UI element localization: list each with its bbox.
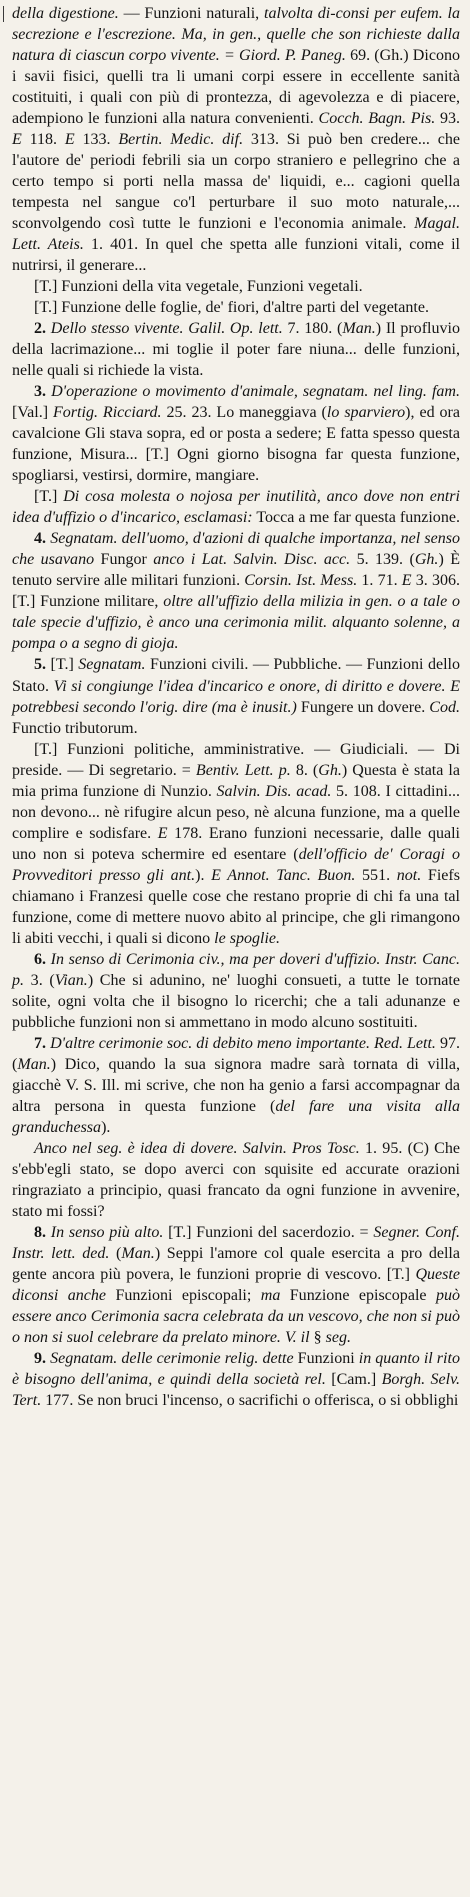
text-run: 93. <box>435 110 461 128</box>
entry-paragraph <box>12 654 460 738</box>
italic-text: può essere anco Cerimonia sacra celebrata da un vescovo, che non si può o non si suol celebrare da prelato minore. V. il <box>12 1286 460 1346</box>
italic-text: del fare una visita alla granduchessa <box>12 1097 460 1136</box>
sense-number: 7. <box>34 1034 51 1052</box>
text-run: Funzioni civili. — Pubbliche. — Funzioni dello Stato. <box>12 656 460 695</box>
italic-text: Borgh. Selv. Tert. <box>12 1371 460 1410</box>
text-run: [T.] Funzione delle foglie, de' fiori, d'altre parti del vegetante. <box>34 299 429 317</box>
italic-text: Cocch. Bagn. Pis. <box>318 110 436 128</box>
text-run: 69. (Gh.) Dicono i savii fisici, quelli tra li umani corpi essere in eccellente sanità costituiti, i quali con più di prontezza, di agevolezza e di piacere, adempiono le funzioni alla natura convenienti. <box>12 47 460 128</box>
text-run: Funzione episcopale <box>280 1286 436 1304</box>
entry-paragraph <box>12 276 460 297</box>
entry-paragraph <box>12 1348 460 1411</box>
text-run: 133. <box>74 131 119 149</box>
text-run: Functio tributorum. <box>12 719 138 737</box>
italic-text: D'operazione o movimento d'animale, segnatam. nel ling. fam. <box>51 383 460 401</box>
text-run: 3. ( <box>24 971 55 989</box>
italic-text: Segnatam. delle cerimonie relig. dette <box>50 1350 294 1367</box>
text-run: ), ed ora cavalcione Gli stava sopra, ed or posta a sedere; E fatta spesso questa funzione, Misura... [T.] Ogni giorno bisogna far questa funzione, spogliarsi, vestirsi, dormire, mangiare. <box>12 404 460 485</box>
italic-text: Di cosa molesta o nojosa per inutilità, anco dove non entri idea d'uffizio o d'incarico, esclamasi: <box>12 488 460 527</box>
entry-paragraph <box>12 949 460 1033</box>
text-run: § <box>309 1328 326 1346</box>
entry-paragraph <box>12 3 460 276</box>
sense-number: 3. <box>34 383 52 401</box>
text-run: 1. 401. In quel che spetta alle funzioni vitali, come il nutrirsi, il generare... <box>12 236 460 275</box>
text-run: ) È tenuto servire alle militari funzioni. <box>12 551 460 590</box>
text-run: [T.] Funzioni politiche, amministrative. — Giudiciali. — Di preside. — Di segretario. = <box>12 740 460 779</box>
text-run: ) Questa è stata la mia prima funzione di Nunzio. <box>12 761 461 800</box>
margin-rule <box>3 6 4 22</box>
text-run: Fungor <box>94 551 154 569</box>
italic-text: oltre all'uffizio della milizia in gen. o a tale o tale specie d'uffizio, è anco una cerimonia milit. alquanto solenne, a pompa o a segno di gioja. <box>12 593 460 653</box>
text-run: [Cam.] <box>325 1371 382 1389</box>
text-run: Fiefs chiamano i Franzesi quelle cose che restano proprie di chi fa una tal funzione, come di mettere nuovo abito al principe, che gli rimangono li abiti vecchi, i quali si dicono <box>12 866 460 947</box>
italic-text: not. <box>396 866 422 884</box>
sense-number: 9. <box>34 1350 51 1367</box>
dictionary-entry-funzione <box>12 3 460 1411</box>
entry-paragraph <box>12 381 460 486</box>
text-run: 1. 71. <box>357 572 402 590</box>
entry-paragraph <box>12 1138 460 1222</box>
italic-text: E <box>157 824 168 842</box>
sense-number: 8. <box>34 1223 51 1241</box>
italic-text: dell'officio de' Coragi o Provveditori presso gli ant. <box>12 845 460 884</box>
text-run: [T.] Funzioni del sacerdozio. = <box>163 1223 374 1241</box>
text-run: ). <box>101 1118 111 1136</box>
italic-text: Vian. <box>54 971 88 989</box>
italic-text: Fortig. Ricciard. <box>53 404 162 422</box>
entry-paragraph <box>12 1222 460 1348</box>
text-run: Fungere un dovere. <box>296 698 430 716</box>
italic-text: In senso più alto. <box>50 1223 164 1241</box>
italic-text: le spoglie. <box>214 929 281 947</box>
italic-text: Salvin. Dis. acad. <box>216 782 332 800</box>
entry-paragraph <box>12 318 460 381</box>
text-run: Funzioni <box>293 1350 359 1367</box>
italic-text: seg. <box>325 1328 352 1346</box>
italic-text: della digestione. <box>12 5 119 22</box>
text-run: 551. <box>355 866 397 884</box>
text-run: ) Dico, quando la sua signora madre sarà tornata di villa, giacchè V. S. Ill. mi scrive, che non ha genio a farsi accompagnar da altra persona in questa funzione ( <box>12 1055 460 1115</box>
text-run: — Funzioni naturali, <box>118 5 264 22</box>
text-run: 25. 23. Lo maneggiava ( <box>161 404 327 422</box>
italic-text: Cod. <box>429 698 461 716</box>
entry-paragraph <box>12 1033 460 1138</box>
italic-text: Man. <box>121 1244 155 1262</box>
italic-text: ma <box>260 1286 281 1304</box>
text-run: [T.] Funzioni della vita vegetale, Funzioni vegetali. <box>34 278 363 296</box>
italic-text: Segnatam. <box>78 656 146 674</box>
italic-text: Magal. Lett. Ateis. <box>12 215 460 254</box>
text-run: 3. 306. [T.] Funzione militare, <box>12 572 460 611</box>
text-run: 5. 139. ( <box>350 551 415 569</box>
italic-text: Segnatam. dell'uomo, d'azioni di qualche importanza, nel senso che usavano <box>12 530 461 569</box>
text-run: ) Il profluvio della lacrimazione... mi toglie il poter fare niuna... delle funzioni, nelle quali si richiede la vista. <box>12 320 460 380</box>
italic-text: D'altre cerimonie soc. di debito meno importante. Red. Lett. <box>50 1034 436 1052</box>
italic-text: Queste diconsi anche <box>12 1265 460 1304</box>
italic-text: Man. <box>17 1055 51 1073</box>
text-run: 177. Se non bruci l'incenso, o sacrifichi o offerisca, o si obblighi <box>41 1392 459 1410</box>
text-run: 97. ( <box>12 1034 461 1073</box>
entry-paragraph <box>12 297 460 318</box>
italic-text: Gh. <box>318 761 342 779</box>
italic-text: Segner. Conf. Instr. lett. ded. <box>12 1223 461 1262</box>
text-run: ( <box>109 1244 122 1262</box>
text-run: 1. 95. (C) Che s'ebb'egli stato, se dopo averci con squisite ed accurate orazioni ringraziato a principio, quasi francato da ogni funzione in avvenire, stato mi fossi? <box>12 1139 460 1220</box>
entry-paragraph <box>12 486 460 528</box>
italic-text: E Annot. Tanc. Buon. <box>211 866 356 884</box>
text-run: ) Che si adunino, ne' luoghi consueti, a tutte le tornate solite, ogni volta che il bisogno lo ricerchi; che a tali adunanze e pubbliche funzioni non si ammettano in modo alcuno sostituiti. <box>12 971 460 1031</box>
text-run: ). <box>195 866 212 884</box>
italic-text: Gh. <box>414 551 439 569</box>
italic-text: In senso di Cerimonia civ., ma per doveri d'uffizio. Instr. Canc. p. <box>12 950 460 989</box>
entry-paragraph <box>12 528 460 654</box>
text-run: [T.] <box>34 488 64 506</box>
text-run: 8. ( <box>290 761 319 779</box>
italic-text: Dello stesso vivente. Galil. Op. lett. <box>50 320 283 338</box>
text-run: 178. Erano funzioni necessarie, dalle quali uno non si poteva schermire ed esentare ( <box>12 824 461 863</box>
italic-text: Man. <box>342 320 376 338</box>
text-run: 7. 180. ( <box>282 320 343 338</box>
italic-text: anco i Lat. Salvin. Disc. acc. <box>153 551 351 569</box>
sense-number: 5. <box>34 656 51 674</box>
text-run: 118. <box>21 131 65 149</box>
text-run: [T.] <box>50 656 79 674</box>
text-run: 313. Si può ben credere... che l'autore de' periodi febrili sia un corpo straniero e pellegrino che a certo tempo si porti nella massa de' liquidi, e... cagioni quella tempesta nel sangue co'l perturbare il suo moto naturale,... sconvolgendo così tutte le funzioni e l'economia animale. <box>12 131 460 233</box>
sense-number: 6. <box>34 950 51 968</box>
italic-text: in quanto il rito è bisogno dell'anima, e quindi della società rel. <box>12 1350 460 1389</box>
italic-text: E <box>12 131 22 149</box>
italic-text: Vi si congiunge l'idea d'incarico e onore, di diritto e dovere. E potrebbesi secondo l'orig. dire (ma è inusit.) <box>12 677 460 716</box>
entry-paragraph <box>12 739 460 949</box>
italic-text: Corsin. Ist. Mess. <box>244 572 358 590</box>
italic-text: Bertin. Medic. dif. <box>118 131 244 149</box>
text-run: 5. 108. I cittadini... non devono... nè rifugire alcun peso, nè alcuna funzione, ma a quelle complire e sodisfare. <box>12 782 460 842</box>
text-run: [Val.] <box>12 404 53 422</box>
italic-text: E <box>401 572 412 590</box>
text-run: ) Seppi l'amore col quale esercita a pro della gente ancora più povera, le funzioni proprie di vescovo. [T.] <box>12 1244 461 1283</box>
italic-text: talvolta di-consi per eufem. la secrezione e l'escrezione. Ma, in gen., quelle che son richieste dalla natura di ciascun corpo vivente. = Giord. P. Paneg. <box>12 5 460 65</box>
text-run: Funzioni episcopali; <box>106 1286 261 1304</box>
sense-number: 4. <box>34 530 51 548</box>
italic-text: E <box>64 131 75 149</box>
italic-text: lo sparviero <box>326 404 406 422</box>
text-run: Tocca a me far questa funzione. <box>252 509 460 527</box>
italic-text: Bentiv. Lett. p. <box>195 761 291 779</box>
sense-number: 2. <box>34 320 51 338</box>
italic-text: Anco nel seg. è idea di dovere. Salvin. Pros Tosc. <box>34 1139 360 1157</box>
